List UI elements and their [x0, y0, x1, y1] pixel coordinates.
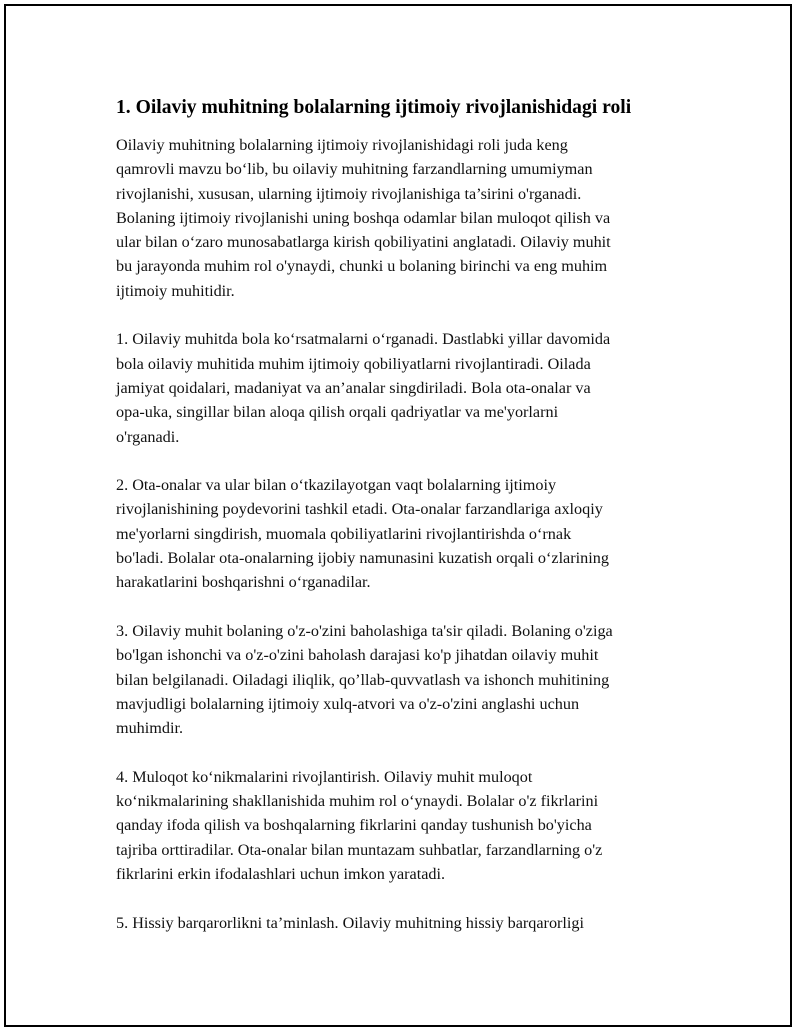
text-line: muhimdir.: [116, 719, 184, 738]
text-line: bola oilaviy muhitida muhim ijtimoiy qobiliyatlarni rivojlantiradi. Oilada: [116, 354, 591, 373]
text-line: rivojlanishining poydevorini tashkil etadi. Ota-onalar farzandlariga axloqiy: [116, 500, 603, 519]
text-line: bo'lgan ishonchi va o'z-o'zini baholash darajasi ko'p jihatdan oilaviy muhit: [116, 646, 599, 665]
text-line: 5. Hissiy barqarorlikni ta’minlash. Oilaviy muhitning hissiy barqarorligi: [116, 913, 585, 932]
point-5-paragraph: [116, 911, 688, 935]
text-line: ular bilan o‘zaro munosabatlarga kirish qobiliyatini anglatadi. Oilaviy muhit: [116, 233, 611, 252]
text-line: o'rganadi.: [116, 427, 180, 446]
text-line: 3. Oilaviy muhit bolaning o'z-o'zini baholashiga ta'sir qiladi. Bolaning o'ziga: [116, 621, 613, 640]
point-3-paragraph: [116, 619, 688, 740]
text-line: 4. Muloqot ko‘nikmalarini rivojlantirish. Oilaviy muhit muloqot: [116, 767, 533, 786]
text-line: fikrlarini erkin ifodalashlari uchun imkon yaratadi.: [116, 864, 446, 883]
intro-paragraph: [116, 133, 688, 303]
text-line: me'yorlarni singdirish, muomala qobiliyatlarini rivojlantirishda o‘rnak: [116, 524, 572, 543]
text-line: 2. Ota-onalar va ular bilan o‘tkazilayotgan vaqt bolalarning ijtimoiy: [116, 476, 557, 495]
text-line: ijtimoiy muhitidir.: [116, 281, 235, 300]
text-line: ko‘nikmalarining shakllanishida muhim rol o‘ynaydi. Bolalar o'z fikrlarini: [116, 792, 599, 811]
text-line: 1. Oilaviy muhitda bola ko‘rsatmalarni o‘rganadi. Dastlabki yillar davomida: [116, 330, 611, 349]
point-4-paragraph: [116, 765, 688, 886]
text-line: qamrovli mavzu bo‘lib, bu oilaviy muhitning farzandlarning umumiyman: [116, 160, 593, 179]
text-line: bu jarayonda muhim rol o'ynaydi, chunki u bolaning birinchi va eng muhim: [116, 257, 608, 276]
point-1-paragraph: [116, 327, 688, 448]
text-line: harakatlarini boshqarishni o‘rganadilar.: [116, 573, 371, 592]
point-2-paragraph: [116, 473, 688, 594]
text-line: qanday ifoda qilish va boshqalarning fikrlarini qanday tushunish bo'yicha: [116, 816, 592, 835]
text-line: bo'ladi. Bolalar ota-onalarning ijobiy namunasini kuzatish orqali o‘zlarining: [116, 549, 609, 568]
text-line: tajriba orttiradilar. Ota-onalar bilan muntazam suhbatlar, farzandlarning o'z: [116, 840, 603, 859]
text-line: jamiyat qoidalari, madaniyat va an’analar singdiriladi. Bola ota-onalar va: [116, 378, 591, 397]
section-heading: 1. Oilaviy muhitning bolalarning ijtimoiy rivojlanishidagi roli: [116, 97, 632, 118]
text-line: bilan belgilanadi. Oiladagi iliqlik, qo’llab-quvvatlash va ishonch muhitining: [116, 670, 610, 689]
document-body: [116, 96, 688, 935]
text-line: opa-uka, singillar bilan aloqa qilish orqali qadriyatlar va me'yorlarni: [116, 403, 559, 422]
text-line: Oilaviy muhitning bolalarning ijtimoiy rivojlanishidagi roli juda keng: [116, 136, 568, 154]
text-line: Bolaning ijtimoiy rivojlanishi uning boshqa odamlar bilan muloqot qilish va: [116, 208, 611, 227]
text-line: rivojlanishi, xususan, ularning ijtimoiy rivojlanishiga ta’sirini o'rganadi.: [116, 184, 582, 203]
text-line: mavjudligi bolalarning ijtimoiy xulq-atvori va o'z-o'zini anglashi uchun: [116, 694, 580, 713]
